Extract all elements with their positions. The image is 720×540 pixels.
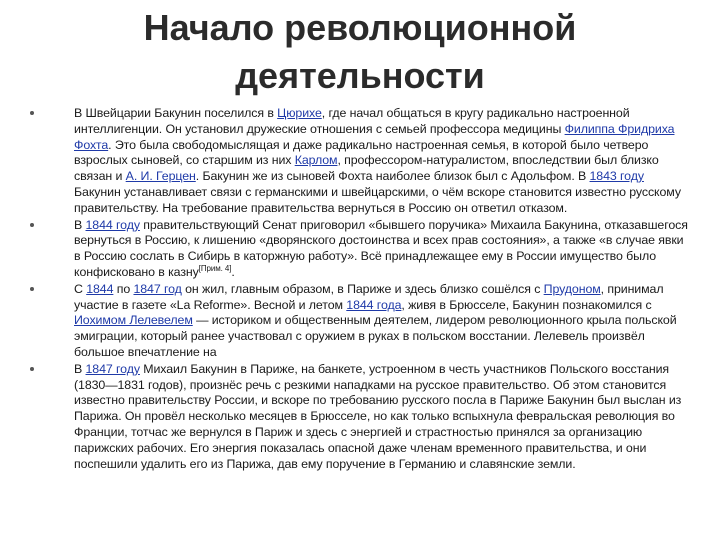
bullet-dot-icon	[30, 223, 34, 227]
bullet-paragraph	[30, 106, 690, 217]
text-link[interactable]: 1844 года	[346, 297, 402, 312]
footnote-ref[interactable]: [Прим. 4]	[198, 263, 232, 273]
paragraph-text: .	[231, 264, 235, 279]
text-link[interactable]: Карлом	[294, 153, 338, 168]
paragraph-text: Михаил Бакунин в Париже, на банкете, устроенном в честь участников Польского восстания (1830—1831 годов), произнёс речь с резкими нападками на русское правительство. Об этом становится известно правительству России, и вскоре по требованию русского посла в Париже Бакунин был выслан из Парижа. Он провёл несколько месяцев в Брюсселе, но как только вспыхнула февральская революция во Франции, тотчас же вернулся в Париж и здесь с энергией и страстностью принялся за организацию парижских рабочих. Его энергия показалась опасной даже членам временного правительства, и они поспешили удалить его из Парижа, дав ему поручение в Германию и славянские земли.	[74, 361, 682, 471]
text-link[interactable]: Прудоном	[543, 281, 601, 296]
text-link[interactable]: 1847 год	[133, 281, 182, 296]
paragraph-text: В	[74, 217, 86, 232]
paragraph-text: , профессором-натуралистом, впоследствии был близко связан и	[74, 153, 659, 184]
text-link[interactable]: А. И. Герцен	[125, 169, 196, 184]
text-link[interactable]: Цюрихе	[277, 106, 322, 120]
bullet-list	[30, 106, 690, 473]
paragraph-text: Бакунин устанавливает связи с германскими и швейцарскими, о чём вскоре становится известно русскому правительству. На требование правительства вернуться в Россию он ответил отказом.	[74, 184, 681, 215]
bullet-dot-icon	[30, 367, 34, 371]
text-link[interactable]: 1843 году	[589, 169, 644, 184]
paragraph-text: правительствующий Сенат приговорил «бывшего поручика» Михаила Бакунина, отказавшегося вернуться в Россию, к лишению «дворянского достоинства и всех прав состояния», а также «в случае явки в Россию сослать в Сибирь в каторжную работу». Всё принадлежащее ему в России имущество было конфисковано в казну	[74, 217, 688, 279]
text-link[interactable]: Филиппа Фридриха Фохта	[74, 121, 675, 152]
text-link[interactable]: Иохимом Лелевелем	[74, 313, 193, 328]
paragraph-text: . Это была свободомыслящая и даже радикально настроенная семья, в которой было четверо взрослых сыновей, со старшим из них	[74, 137, 649, 168]
bullet-paragraph	[30, 218, 690, 281]
text-link[interactable]: 1847 году	[85, 361, 140, 376]
slide-title-line-1: Начало революционной	[143, 7, 577, 48]
slide-title-line-2: деятельности	[235, 55, 485, 96]
text-link[interactable]: 1844 году	[85, 217, 140, 232]
paragraph-text: . Бакунин же из сыновей Фохта наиболее близок был с Адольфом. В	[195, 169, 590, 184]
paragraph-text: , принимал участие в газете «La Reforme». Весной и летом	[74, 281, 664, 312]
bullet-dot-icon	[30, 111, 34, 115]
text-link[interactable]: 1844	[86, 281, 114, 296]
slide-title	[0, 4, 720, 100]
paragraph-text: — историком и общественным деятелем, лидером революционного крыла польской эмиграции, который ранее участвовал с оружием в руках в польском восстании. Лелевель произвёл большое впечатление на	[74, 313, 677, 359]
paragraph-text: он жил, главным образом, в Париже и здесь близко сошёлся с	[181, 281, 544, 296]
paragraph-text: В Швейцарии Бакунин поселился в	[74, 106, 278, 120]
bullet-dot-icon	[30, 287, 34, 291]
paragraph-text: В	[74, 361, 86, 376]
paragraph-text: , где начал общаться в кругу радикально настроенной интеллигенции. Он установил дружеские отношения с семьей профессора медицины	[74, 106, 630, 136]
bullet-paragraph	[30, 362, 690, 473]
paragraph-text: , живя в Брюсселе, Бакунин познакомился с	[401, 297, 652, 312]
paragraph-text: по	[113, 281, 134, 296]
bullet-paragraph	[30, 282, 690, 361]
paragraph-text: С	[74, 281, 87, 296]
